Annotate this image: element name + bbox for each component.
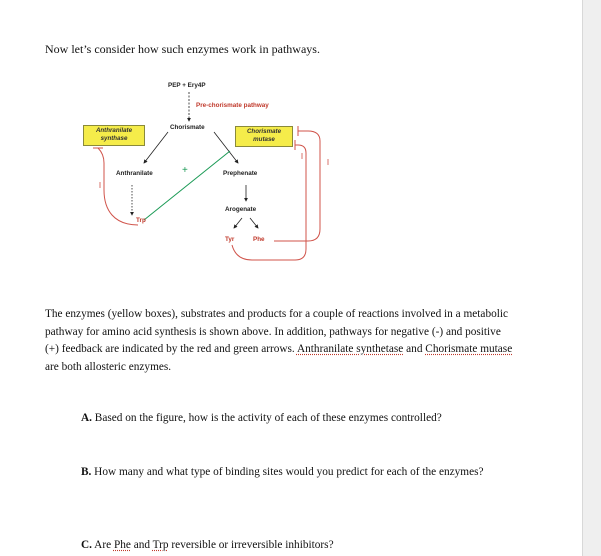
question-c-text2: and: [130, 539, 153, 551]
chorismate-label: Chorismate: [170, 124, 205, 131]
anthranilate-synthase-line2: synthase: [100, 134, 128, 142]
intro-text: Now let’s consider how such enzymes work in pathways.: [45, 42, 320, 56]
window-scroll-gutter[interactable]: [582, 0, 601, 556]
paragraph-part1: The enzymes (yellow boxes), substrates and products for a couple of reactions involved in a metabolic pathway for amino acid synthesis is shown above. In addition, pathways for negative (-) and positive (+) feedback are indicated by the red and green arrows.: [45, 308, 509, 355]
term-anthranilate-synthetase: Anthranilate synthetase: [296, 343, 404, 355]
arrow-chorismate-to-anthranilate: [144, 132, 168, 163]
prechorismate-label: Pre-chorismate pathway: [196, 102, 269, 109]
pep-label: PEP + Ery4P: [168, 82, 206, 89]
question-c-text3: reversible or irreversible inhibitors?: [168, 539, 334, 551]
activation-line-trp: [144, 151, 230, 220]
question-a: [81, 410, 442, 427]
question-c-text1: Are: [91, 539, 114, 551]
paragraph-part2: and: [403, 343, 426, 355]
anthranilate-synthase-line1: Anthranilate: [95, 127, 133, 134]
arogenate-label: Arogenate: [225, 206, 257, 213]
question-b-text: How many and what type of binding sites would you predict for each of the enzymes?: [91, 466, 484, 478]
tyr-label: Tyr: [225, 236, 235, 243]
term-chorismate-mutase: Chorismate mutase: [425, 343, 513, 355]
chorismate-mutase-line1: Chorismate: [246, 128, 282, 135]
arrow-arogenate-to-phe: [250, 218, 258, 228]
prephenate-label: Prephenate: [223, 170, 258, 177]
anthranilate-synthase-box: [83, 125, 145, 146]
question-c: [81, 537, 334, 554]
chorismate-mutase-line2: mutase: [253, 135, 275, 143]
question-c-phe: Phe: [113, 539, 131, 551]
phe-label: Phe: [253, 236, 265, 243]
paragraph-part3: are both allosteric enzymes.: [45, 360, 172, 373]
question-c-trp: Trp: [152, 539, 169, 551]
arrow-arogenate-to-tyr: [234, 218, 242, 228]
question-a-text: Based on the figure, how is the activity of each of these enzymes controlled?: [91, 412, 442, 424]
inhibition-line-tyr: [232, 140, 306, 260]
plus-sign: +: [182, 165, 188, 176]
anthranilate-label: Anthranilate: [116, 170, 153, 177]
description-paragraph: [45, 306, 515, 376]
question-b-label: B.: [81, 466, 92, 478]
question-c-label: C.: [81, 539, 92, 551]
trp-label: Trp: [136, 217, 146, 224]
chorismate-mutase-box: [235, 126, 293, 147]
pathway-diagram: [80, 75, 340, 265]
question-b: [45, 464, 495, 481]
question-a-label: A.: [81, 412, 92, 424]
